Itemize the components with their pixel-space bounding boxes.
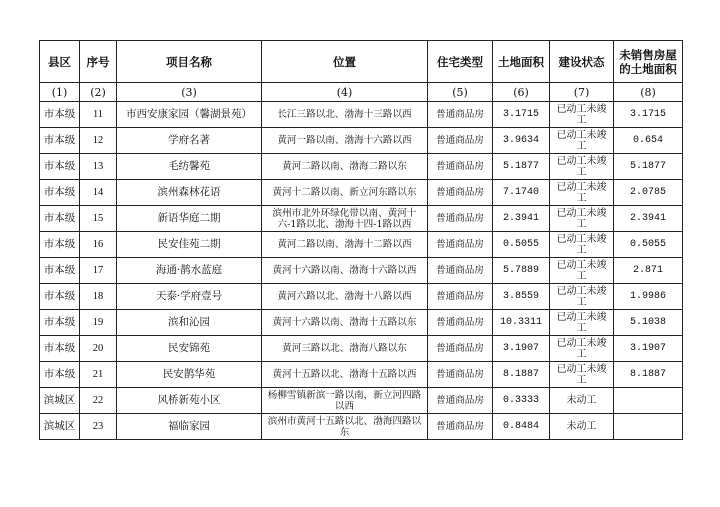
land-parcel-table	[39, 40, 683, 440]
table-row	[40, 414, 683, 440]
cell-housing-type: 普通商品房	[428, 102, 493, 128]
cell-district: 市本级	[40, 128, 80, 154]
table-row	[40, 154, 683, 180]
cell-land-area: 7.1740	[493, 180, 550, 206]
cell-build-status: 已动工未竣工	[550, 336, 614, 362]
cell-housing-type: 普通商品房	[428, 388, 493, 414]
cell-project-name: 民安锦苑	[117, 336, 262, 362]
cell-unsold-area	[614, 414, 683, 440]
cell-seq: 23	[80, 414, 117, 440]
cell-unsold-area: 2.0785	[614, 180, 683, 206]
cell-land-area: 5.1877	[493, 154, 550, 180]
cell-seq: 11	[80, 102, 117, 128]
index-cell: (8)	[614, 83, 683, 102]
cell-seq: 12	[80, 128, 117, 154]
cell-unsold-area: 0.5055	[614, 232, 683, 258]
table-row	[40, 128, 683, 154]
table-row	[40, 336, 683, 362]
column-index-row	[40, 83, 683, 102]
cell-housing-type: 普通商品房	[428, 232, 493, 258]
header-unsold-area-line2: 的土地面积	[619, 61, 677, 76]
cell-land-area: 0.3333	[493, 388, 550, 414]
cell-land-area: 2.3941	[493, 206, 550, 232]
table-row	[40, 310, 683, 336]
cell-project-name: 天泰·学府壹号	[117, 284, 262, 310]
cell-location: 杨柳雪镇新滨一路以南，新立河四路以西	[262, 388, 428, 414]
cell-district: 市本级	[40, 180, 80, 206]
cell-location: 滨州市北外环绿化带以南、黄河十六-1路以北、渤海十四-1路以西	[262, 206, 428, 232]
cell-unsold-area: 0.654	[614, 128, 683, 154]
cell-build-status: 已动工未竣工	[550, 284, 614, 310]
cell-district: 市本级	[40, 310, 80, 336]
index-cell: (1)	[40, 83, 80, 102]
cell-district: 市本级	[40, 232, 80, 258]
table-row	[40, 180, 683, 206]
cell-district: 市本级	[40, 362, 80, 388]
header-housing-type: 住宅类型	[428, 41, 493, 83]
header-unsold-area-line1: 未销售房屋	[619, 47, 677, 62]
cell-location: 黄河十六路以南、渤海十六路以西	[262, 258, 428, 284]
header-unsold-area	[614, 41, 683, 83]
cell-seq: 22	[80, 388, 117, 414]
cell-location: 黄河一路以南、渤海十六路以西	[262, 128, 428, 154]
cell-project-name: 民安佳苑二期	[117, 232, 262, 258]
cell-build-status: 已动工未竣工	[550, 154, 614, 180]
cell-location: 黄河三路以北、渤海八路以东	[262, 336, 428, 362]
cell-build-status: 未动工	[550, 414, 614, 440]
header-seq: 序号	[80, 41, 117, 83]
table-row	[40, 206, 683, 232]
cell-seq: 17	[80, 258, 117, 284]
table-row	[40, 388, 683, 414]
cell-project-name: 学府名著	[117, 128, 262, 154]
index-cell: (7)	[550, 83, 614, 102]
cell-housing-type: 普通商品房	[428, 154, 493, 180]
index-cell: (4)	[262, 83, 428, 102]
cell-project-name: 风桥新苑小区	[117, 388, 262, 414]
cell-build-status: 未动工	[550, 388, 614, 414]
cell-unsold-area: 8.1887	[614, 362, 683, 388]
cell-build-status: 已动工未竣工	[550, 362, 614, 388]
cell-district: 市本级	[40, 154, 80, 180]
cell-seq: 15	[80, 206, 117, 232]
cell-unsold-area: 5.1877	[614, 154, 683, 180]
cell-location: 黄河二路以南、渤海二路以东	[262, 154, 428, 180]
header-project-name: 项目名称	[117, 41, 262, 83]
cell-location: 黄河二路以南、渤海十二路以西	[262, 232, 428, 258]
cell-housing-type: 普通商品房	[428, 336, 493, 362]
cell-project-name: 毛纺馨苑	[117, 154, 262, 180]
cell-land-area: 3.1715	[493, 102, 550, 128]
cell-project-name: 市西安康家园（馨湖景苑）	[117, 102, 262, 128]
cell-unsold-area: 3.1715	[614, 102, 683, 128]
header-row	[40, 41, 683, 83]
cell-land-area: 3.8559	[493, 284, 550, 310]
cell-land-area: 0.5055	[493, 232, 550, 258]
cell-seq: 21	[80, 362, 117, 388]
cell-seq: 16	[80, 232, 117, 258]
cell-unsold-area: 3.1907	[614, 336, 683, 362]
cell-seq: 13	[80, 154, 117, 180]
cell-land-area: 3.9634	[493, 128, 550, 154]
cell-build-status: 已动工未竣工	[550, 258, 614, 284]
cell-unsold-area: 5.1038	[614, 310, 683, 336]
cell-land-area: 0.8484	[493, 414, 550, 440]
cell-housing-type: 普通商品房	[428, 284, 493, 310]
cell-project-name: 滨和沁园	[117, 310, 262, 336]
cell-housing-type: 普通商品房	[428, 258, 493, 284]
cell-location: 黄河六路以北、渤海十八路以西	[262, 284, 428, 310]
cell-location: 黄河十二路以南、新立河东路以东	[262, 180, 428, 206]
cell-land-area: 3.1907	[493, 336, 550, 362]
cell-location: 滨州市黄河十五路以北、渤海四路以东	[262, 414, 428, 440]
cell-district: 市本级	[40, 258, 80, 284]
cell-housing-type: 普通商品房	[428, 180, 493, 206]
header-district: 县区	[40, 41, 80, 83]
cell-housing-type: 普通商品房	[428, 206, 493, 232]
cell-seq: 19	[80, 310, 117, 336]
index-cell: (2)	[80, 83, 117, 102]
cell-project-name: 福临家园	[117, 414, 262, 440]
cell-location: 黄河十五路以北、渤海十五路以西	[262, 362, 428, 388]
cell-location: 长江三路以北、渤海十三路以西	[262, 102, 428, 128]
cell-district: 滨城区	[40, 414, 80, 440]
cell-housing-type: 普通商品房	[428, 362, 493, 388]
cell-build-status: 已动工未竣工	[550, 206, 614, 232]
cell-housing-type: 普通商品房	[428, 128, 493, 154]
cell-project-name: 海通·鹊水蓝庭	[117, 258, 262, 284]
header-build-status: 建设状态	[550, 41, 614, 83]
cell-district: 市本级	[40, 102, 80, 128]
cell-unsold-area	[614, 388, 683, 414]
cell-build-status: 已动工未竣工	[550, 232, 614, 258]
header-land-area: 土地面积	[493, 41, 550, 83]
cell-land-area: 10.3311	[493, 310, 550, 336]
cell-project-name: 民安鹊华苑	[117, 362, 262, 388]
cell-district: 市本级	[40, 284, 80, 310]
cell-build-status: 已动工未竣工	[550, 180, 614, 206]
table-row	[40, 284, 683, 310]
cell-unsold-area: 2.3941	[614, 206, 683, 232]
cell-unsold-area: 2.871	[614, 258, 683, 284]
cell-seq: 18	[80, 284, 117, 310]
cell-seq: 20	[80, 336, 117, 362]
cell-land-area: 8.1887	[493, 362, 550, 388]
index-cell: (5)	[428, 83, 493, 102]
cell-district: 市本级	[40, 206, 80, 232]
cell-land-area: 5.7889	[493, 258, 550, 284]
cell-project-name: 新语华庭二期	[117, 206, 262, 232]
table-row	[40, 258, 683, 284]
cell-location: 黄河十六路以南、渤海十五路以东	[262, 310, 428, 336]
header-location: 位置	[262, 41, 428, 83]
cell-build-status: 已动工未竣工	[550, 102, 614, 128]
table-row	[40, 102, 683, 128]
index-cell: (6)	[493, 83, 550, 102]
cell-build-status: 已动工未竣工	[550, 128, 614, 154]
cell-project-name: 滨州森林花语	[117, 180, 262, 206]
table-row	[40, 362, 683, 388]
cell-district: 市本级	[40, 336, 80, 362]
cell-housing-type: 普通商品房	[428, 310, 493, 336]
table-row	[40, 232, 683, 258]
index-cell: (3)	[117, 83, 262, 102]
cell-build-status: 已动工未竣工	[550, 310, 614, 336]
cell-unsold-area: 1.9986	[614, 284, 683, 310]
cell-housing-type: 普通商品房	[428, 414, 493, 440]
cell-district: 滨城区	[40, 388, 80, 414]
cell-seq: 14	[80, 180, 117, 206]
